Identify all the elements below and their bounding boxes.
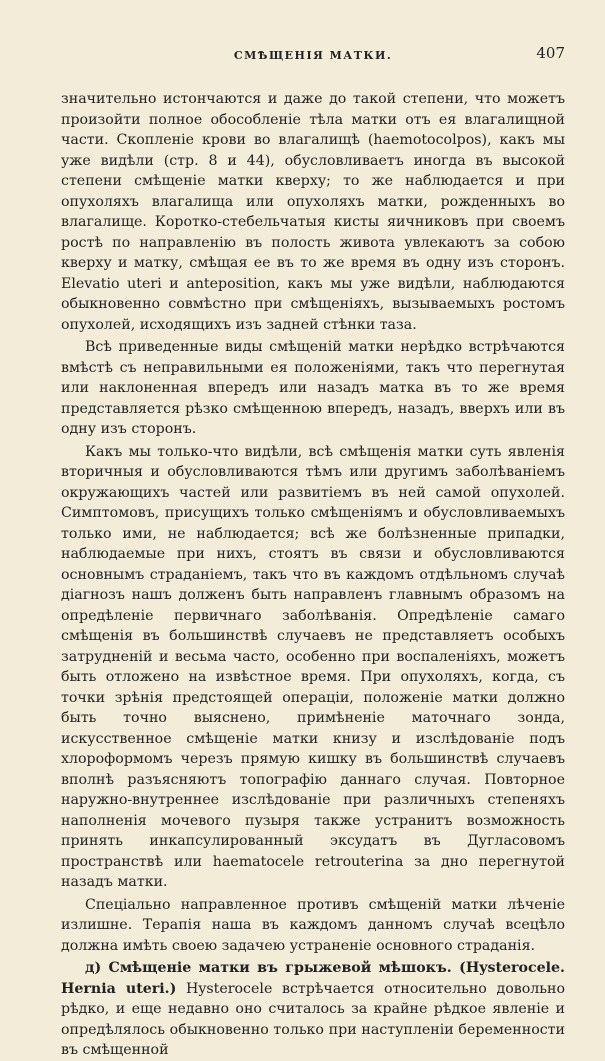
section-paragraph	[61, 958, 565, 1061]
section-text: Hysterocele встрѣчается относительно довольно рѣдко, и еще недавно оно считалось за крайне рѣдкое явленіе и опредѣлялось обыкновенно только при наступленіи беременности въ смѣщенной	[61, 980, 566, 1058]
page-number: 407	[536, 44, 565, 62]
running-head: СМѢЩЕНІЯ МАТКИ.	[233, 49, 393, 62]
paragraph: Какъ мы только-что видѣли, всѣ смѣщенія матки суть явленія вторичныя и обусловливаются тѣмъ или другимъ заболѣваніемъ окружающихъ частей или развитіемъ въ ней самой опухолей. Симптомовъ, присущихъ только смѣщеніямъ и обусловливаемыхъ только ими, не наблюдается; всѣ же болѣзненные припадки, наблюдаемые при нихъ, стоятъ въ связи и обусловливаются основнымъ страданіемъ, такъ что въ каждомъ отдѣльномъ случаѣ діагнозъ нашъ долженъ быть направленъ главнымъ образомъ на опредѣленіе первичнаго заболѣванія. Опредѣленіе самаго смѣщенія въ большинствѣ случаевъ не представляетъ особыхъ затрудненій и весьма часто, особенно при воспаленіяхъ, можетъ быть отложено на извѣстное время. При опухоляхъ, когда, съ точки зрѣнія предстоящей операціи, положеніе матки должно быть точно выяснено, примѣненіе маточнаго зонда, искусственное смѣщеніе матки книзу и изслѣдованіе подъ хлороформомъ черезъ прямую кишку въ большинствѣ случаевъ вполнѣ разъясняютъ топографію даннаго случая. Повторное наружно-внутреннее изслѣдованіе при различныхъ степеняхъ наполненія мочевого пузыря также устранитъ возможность принять инкапсулированный эксудатъ въ Дугласовомъ пространствѣ или haematocele retrouterina за дно перегнутой назадъ матки.	[61, 443, 565, 890]
page-header	[61, 44, 565, 64]
paragraph: Спеціально направленное противъ смѣщеній матки лѣченіе излишне. Терапія наша въ каждомъ данномъ случаѣ всецѣло должна имѣть своею задачею устраненіе основного страданія.	[61, 896, 565, 954]
body-text	[61, 89, 565, 1061]
paragraph: значительно истончаются и даже до такой степени, что можетъ произойти полное обособленіе тѣла матки отъ ея влагалищной части. Скопленіе крови во влагалищѣ (haemotocolpos), какъ мы уже видѣли (стр. 8 и 44), обусловливаетъ иногда въ высокой степени смѣщеніе матки кверху; то же наблюдается и при опухоляхъ влагалища или опухоляхъ матки, рожденныхъ во влагалище. Коротко-стебельчатыя кисты яичниковъ при своемъ ростѣ по направленію въ полость живота увлекаютъ за собою кверху и матку, смѣщая ее въ то же время въ одну изъ сторонъ. Elevatio uteri и anteposition, какъ мы уже видѣли, наблюдаются обыкновенно совмѣстно при смѣщеніяхъ, вызываемыхъ ростомъ опухолей, исходящихъ изъ задней стѣнки таза.	[61, 91, 565, 333]
paragraph: Всѣ приведенные виды смѣщеній матки нерѣдко встрѣчаются вмѣстѣ съ неправильными ея положеніями, такъ что перегнутая или наклоненная впередъ или назадъ матка въ то же время представляется рѣзко смѣщенною впередъ, назадъ, вверхъ или въ одну изъ сторонъ.	[61, 339, 565, 437]
section-heading: д) Смѣщеніе матки въ грыжевой мѣшокъ. (Hysterocele. Hernia uteri.)	[61, 960, 565, 997]
